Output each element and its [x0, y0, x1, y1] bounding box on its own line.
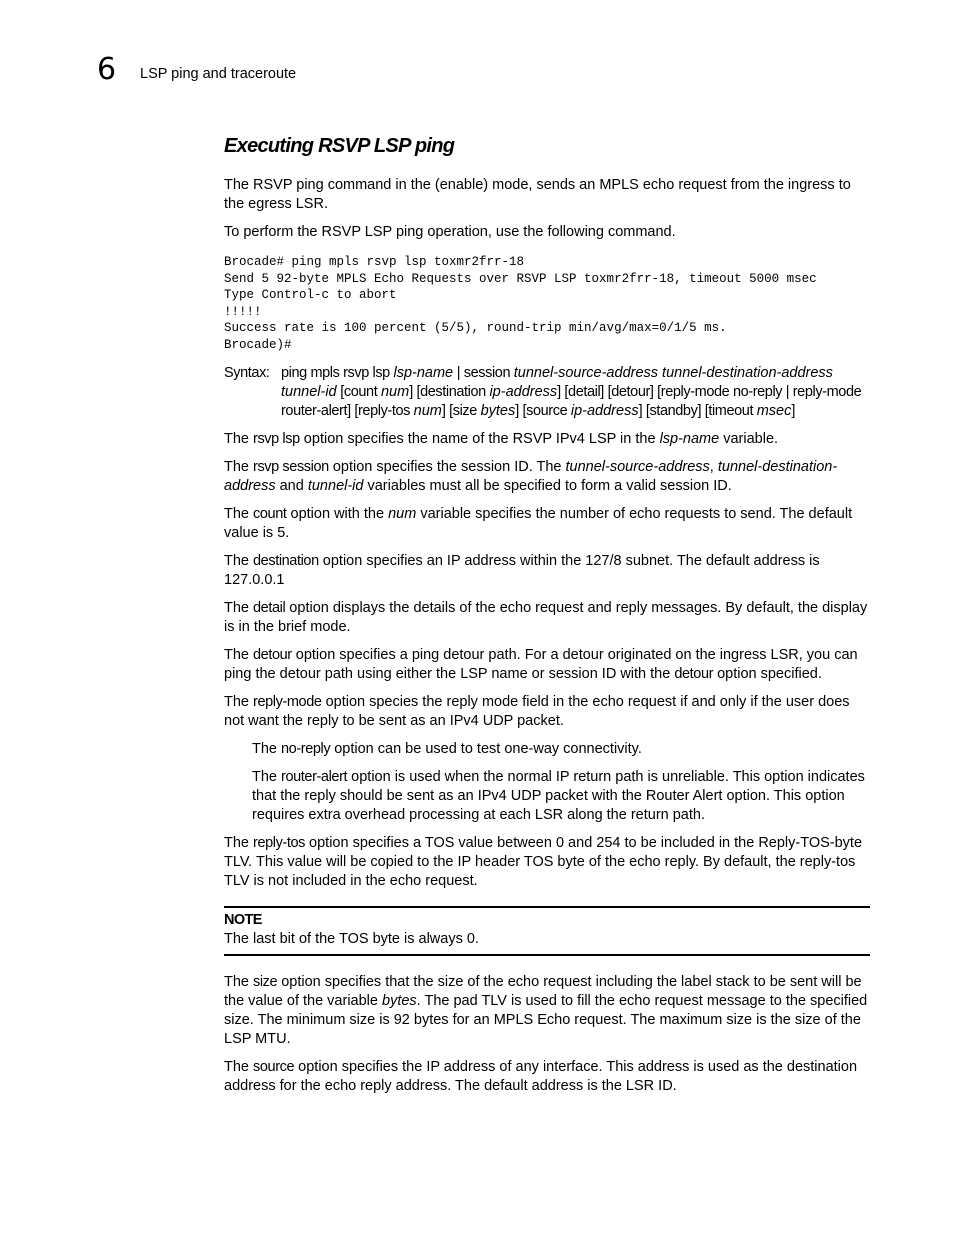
- count-description: [224, 505, 870, 543]
- keyword: detail: [253, 600, 286, 616]
- syntax-body: [281, 364, 870, 421]
- text: option can be used to test one-way connectivity.: [330, 741, 642, 757]
- keyword: count: [253, 506, 287, 522]
- text: option specifies the name of the RSVP IPv4 LSP in the: [299, 431, 660, 447]
- text: The: [224, 694, 254, 710]
- text: variables must all be specified to form a valid session ID.: [363, 478, 732, 494]
- text: option specifies that the size of the echo request including the label stack to be sent will be the value of the variable: [224, 974, 862, 1009]
- detail-description: [224, 599, 870, 637]
- syntax-keyword: ] [size: [441, 403, 481, 419]
- syntax-variable: num: [413, 403, 442, 419]
- text: option is used when the normal IP return path is unreliable. This option indicates that the reply should be sent as an IPv4 UDP packet with the Router Alert option. This option requires extra overhead processing at each LSR along the return path.: [252, 769, 865, 823]
- section-title: Executing RSVP LSP ping: [224, 135, 455, 157]
- syntax-label: Syntax:: [224, 365, 270, 381]
- text: The: [224, 647, 254, 663]
- variable: tunnel-destination-address: [224, 459, 838, 494]
- variable: num: [388, 506, 417, 522]
- source-description: [224, 1058, 870, 1096]
- syntax-keyword: ping mpls rsvp lsp: [281, 365, 394, 381]
- syntax-keyword: [count: [336, 384, 381, 400]
- text: option specified.: [713, 666, 822, 682]
- text: option specifies the IP address of any interface. This address is used as the destination address for the echo reply address. The default address is the LSR ID.: [224, 1059, 858, 1094]
- destination-description: [224, 552, 870, 590]
- note-box: [224, 906, 870, 956]
- syntax-variable: lsp-name: [393, 365, 454, 381]
- keyword: no-reply: [281, 741, 331, 757]
- text: option with the: [286, 506, 389, 522]
- keyword: reply-mode: [253, 694, 322, 710]
- text: option displays the details of the echo request and reply messages. By default, the display is in the brief mode.: [224, 600, 868, 635]
- reply-tos-description: [224, 834, 870, 891]
- text: ,: [709, 459, 718, 475]
- no-reply-description: [252, 740, 870, 759]
- syntax-variable: ip-address: [570, 403, 639, 419]
- keyword: detour: [253, 647, 292, 663]
- keyword: detour: [674, 666, 714, 682]
- text: variable.: [719, 431, 779, 447]
- text: option specifies a ping detour path. For a detour originated on the ingress LSR, you can ping the detour path using either the LSP name or session ID with the: [224, 647, 858, 682]
- text: The: [224, 431, 254, 447]
- chapter-number: 6: [97, 52, 117, 87]
- syntax-variable: tunnel-source-address tunnel-destination-address tunnel-id: [281, 365, 833, 400]
- text: option species the reply mode field in the echo request if and only if the user does not want the reply to be sent as an IPv4 UDP packet.: [224, 694, 850, 729]
- text: variable specifies the number of echo requests to send. The default value is 5.: [224, 506, 853, 541]
- keyword: rsvp lsp: [253, 431, 300, 447]
- syntax-variable: ip-address: [489, 384, 558, 400]
- syntax-keyword: | session: [453, 365, 514, 381]
- note-text: The last bit of the TOS byte is always 0.: [224, 931, 479, 947]
- text: The: [224, 506, 254, 522]
- text: option specifies an IP address within the 127/8 subnet. The default address is 127.0.0.1: [224, 553, 820, 588]
- keyword: rsvp session: [253, 459, 329, 475]
- main-content: [224, 132, 870, 1105]
- keyword: reply-tos: [253, 835, 306, 851]
- rsvp-lsp-description: [224, 430, 870, 449]
- text: The: [224, 835, 254, 851]
- text: The: [252, 769, 282, 785]
- text: and: [275, 478, 308, 494]
- text: The: [224, 974, 254, 990]
- keyword: size: [253, 974, 278, 990]
- text: option specifies the session ID. The: [328, 459, 566, 475]
- reply-mode-description: [224, 693, 870, 731]
- text: The: [224, 1059, 254, 1075]
- variable: bytes: [382, 993, 417, 1009]
- syntax-keyword: ] [detail] [detour] [reply-mode no-reply | reply-mode router-alert] [reply-tos: [281, 384, 862, 419]
- chapter-title: LSP ping and traceroute: [140, 66, 297, 82]
- syntax-keyword: ]: [791, 403, 796, 419]
- intro-paragraph: The RSVP ping command in the (enable) mode, sends an MPLS echo request from the ingress to the egress LSR.: [224, 177, 851, 212]
- syntax-keyword: ] [standby] [timeout: [638, 403, 757, 419]
- syntax-keyword: ] [destination: [409, 384, 490, 400]
- syntax-keyword: ] [source: [515, 403, 571, 419]
- keyword: destination: [253, 553, 319, 569]
- size-description: [224, 973, 870, 1049]
- text: The: [224, 553, 254, 569]
- text: The: [224, 600, 254, 616]
- syntax-variable: msec: [756, 403, 792, 419]
- note-label: NOTE: [224, 912, 262, 928]
- syntax-variable: bytes: [480, 403, 516, 419]
- variable: lsp-name: [659, 431, 720, 447]
- syntax-block: [224, 364, 870, 421]
- rsvp-session-description: [224, 458, 870, 496]
- variable: tunnel-source-address: [565, 459, 710, 475]
- variable: tunnel-id: [307, 478, 364, 494]
- text: option specifies a TOS value between 0 and 254 to be included in the Reply-TOS-byte TLV. This value will be copied to the IP header TOS byte of the echo reply. By default, the reply-tos TLV is not included in the echo request.: [224, 835, 863, 889]
- keyword: router-alert: [281, 769, 348, 785]
- text: The: [224, 459, 254, 475]
- text: The: [252, 741, 282, 757]
- syntax-variable: num: [380, 384, 410, 400]
- keyword: source: [253, 1059, 295, 1075]
- intro-instruction: To perform the RSVP LSP ping operation, use the following command.: [224, 224, 676, 240]
- command-example: Brocade# ping mpls rsvp lsp toxmr2frr-18 Send 5 92-byte MPLS Echo Requests over RSVP LSP toxmr2frr-18, timeout 5000 msec Type Control-c to abort !!!!! Success rate is 100 percent (5/5), round-trip min/avg/max=0/1/5 ms. Brocade)#: [224, 255, 817, 352]
- detour-description: [224, 646, 870, 684]
- text: . The pad TLV is used to fill the echo request message to the specified size. The minimum size is 92 bytes for an MPLS Echo request. The maximum size is the size of the LSP MTU.: [224, 993, 868, 1047]
- router-alert-description: [252, 768, 870, 825]
